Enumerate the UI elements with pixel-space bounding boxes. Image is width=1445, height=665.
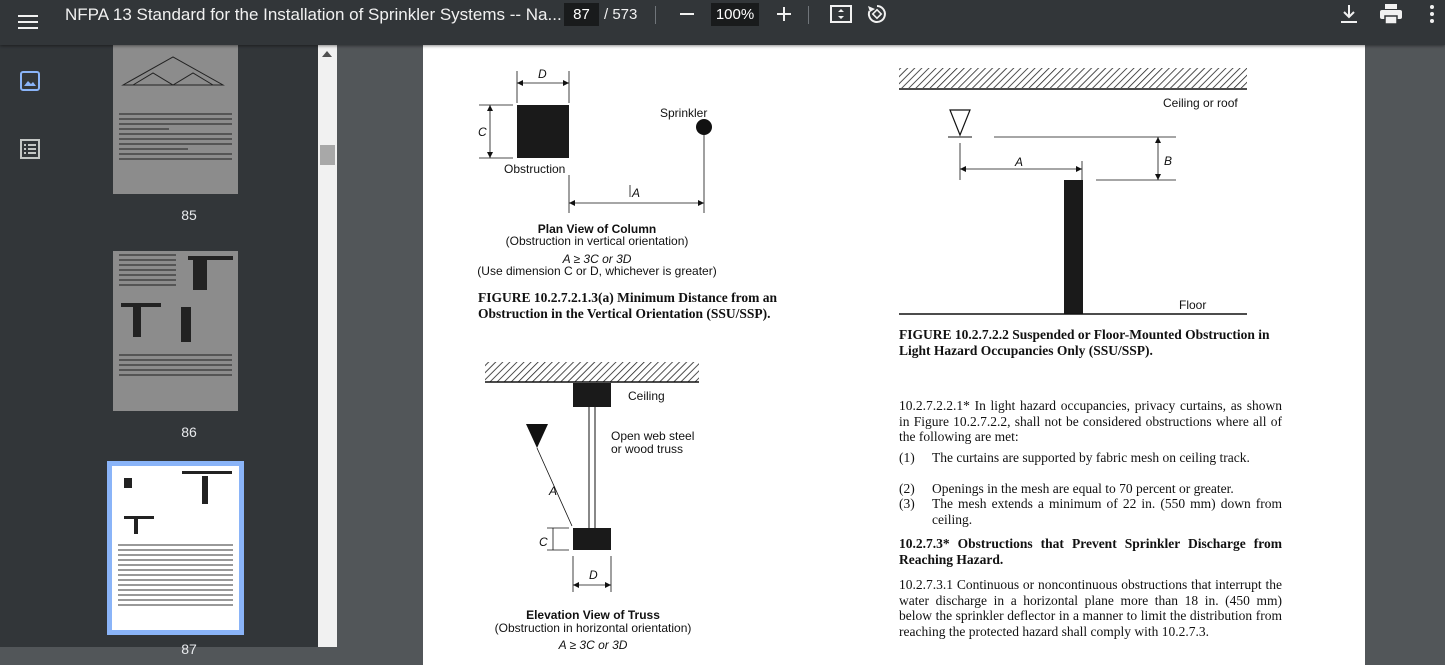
- dimension-label: A: [549, 484, 558, 498]
- sidebar: [0, 45, 60, 647]
- dimension-label: D: [538, 67, 547, 81]
- figure-formula: A ≥ 3C or 3D: [558, 638, 628, 652]
- list-number: (1): [899, 450, 915, 465]
- truss-label: or wood truss: [611, 442, 684, 456]
- floor-label: Floor: [1179, 298, 1207, 312]
- list-number: (3): [899, 496, 915, 511]
- figure-note: (Use dimension C or D, whichever is greater): [477, 264, 717, 278]
- pdf-toolbar: [0, 0, 1445, 45]
- ceiling-label: Ceiling: [628, 389, 665, 403]
- document-title: NFPA 13 Standard for the Installation of Sprinkler Systems -- Na...: [65, 5, 562, 24]
- paragraph: 10.2.7.2.2.1* In light hazard occupancies, privacy curtains, as shown in Figure 10.2.7.2.2, shall not be considered obstructions where all of the following are met:: [899, 398, 1282, 444]
- dimension-label: C: [478, 125, 487, 139]
- page-number-input[interactable]: 87: [564, 3, 599, 26]
- page-thumbnail-selected[interactable]: [107, 461, 244, 635]
- figure-formula: A ≥ 3C or 3D: [562, 252, 632, 266]
- dimension-label: A: [1015, 155, 1024, 169]
- figure-plan-view-column: [473, 65, 773, 220]
- scrollbar-thumb[interactable]: [320, 145, 335, 165]
- figure-title: Plan View of Column: [537, 222, 657, 236]
- thumbnails-icon[interactable]: [18, 69, 42, 93]
- thumbnail-label: 86: [181, 424, 197, 440]
- fit-to-page-icon[interactable]: [829, 2, 853, 26]
- print-icon[interactable]: [1379, 2, 1403, 26]
- list-item: The mesh extends a minimum of 22 in. (550 mm) down from ceiling.: [932, 496, 1282, 527]
- section-heading: 10.2.7.3* Obstructions that Prevent Sprinkler Discharge from Reaching Hazard.: [899, 536, 1282, 567]
- thumbnail-pane: [60, 45, 318, 657]
- pdf-page: [423, 45, 1365, 665]
- document-outline-icon[interactable]: [18, 137, 42, 161]
- dimension-label: B: [1164, 154, 1173, 168]
- thumbnail-scrollbar[interactable]: [318, 45, 337, 647]
- divider: [808, 6, 809, 24]
- figure-caption: FIGURE 10.2.7.2.2 Suspended or Floor-Mounted Obstruction in Light Hazard Occupancies Only (SSU/SSP).: [899, 327, 1270, 358]
- zoom-out-button[interactable]: [676, 3, 698, 25]
- ceiling-label: Ceiling or roof: [1163, 96, 1238, 110]
- dimension-label: D: [589, 568, 598, 582]
- figure-subtitle: (Obstruction in horizontal orientation): [494, 621, 692, 635]
- dimension-label: A: [632, 186, 641, 200]
- download-icon[interactable]: [1337, 2, 1361, 26]
- page-thumbnail[interactable]: [113, 45, 238, 194]
- zoom-in-button[interactable]: [773, 3, 795, 25]
- thumbnail-label: 87: [181, 641, 197, 657]
- obstruction-label: Obstruction: [504, 162, 566, 176]
- list-item: The curtains are supported by fabric mesh on ceiling track.: [932, 450, 1250, 465]
- rotate-icon[interactable]: [865, 2, 889, 26]
- list-number: (2): [899, 481, 915, 496]
- sprinkler-label: Sprinkler: [660, 106, 708, 120]
- paragraph: 10.2.7.3.1 Continuous or noncontinuous obstructions that interrupt the water discharge in a horizontal plane more than 18 in. (450 mm) below the sprinkler deflector in a manner to limit the distribution from reaching the protected hazard shall comply with 10.2.7.3.: [899, 577, 1282, 639]
- thumbnail-label: 85: [181, 207, 197, 223]
- menu-icon[interactable]: [12, 6, 44, 38]
- list-item: Openings in the mesh are equal to 70 percent or greater.: [932, 481, 1234, 496]
- more-options-icon[interactable]: [1422, 2, 1442, 26]
- figure-caption: FIGURE 10.2.7.2.1.3(a) Minimum Distance from an Obstruction in the Vertical Orientation (SSU/SSP).: [478, 290, 777, 321]
- page-total: / 573: [604, 6, 638, 23]
- figure-title: Elevation View of Truss: [526, 608, 660, 622]
- dimension-label: C: [539, 535, 548, 549]
- figure-elevation-view-truss: [483, 360, 743, 605]
- truss-label: Open web steel: [611, 429, 695, 443]
- zoom-input[interactable]: 100%: [711, 3, 759, 26]
- scroll-up-arrow-icon[interactable]: [322, 51, 332, 57]
- page-thumbnail[interactable]: [113, 251, 238, 411]
- divider: [655, 6, 656, 24]
- figure-subtitle: (Obstruction in vertical orientation): [505, 234, 689, 248]
